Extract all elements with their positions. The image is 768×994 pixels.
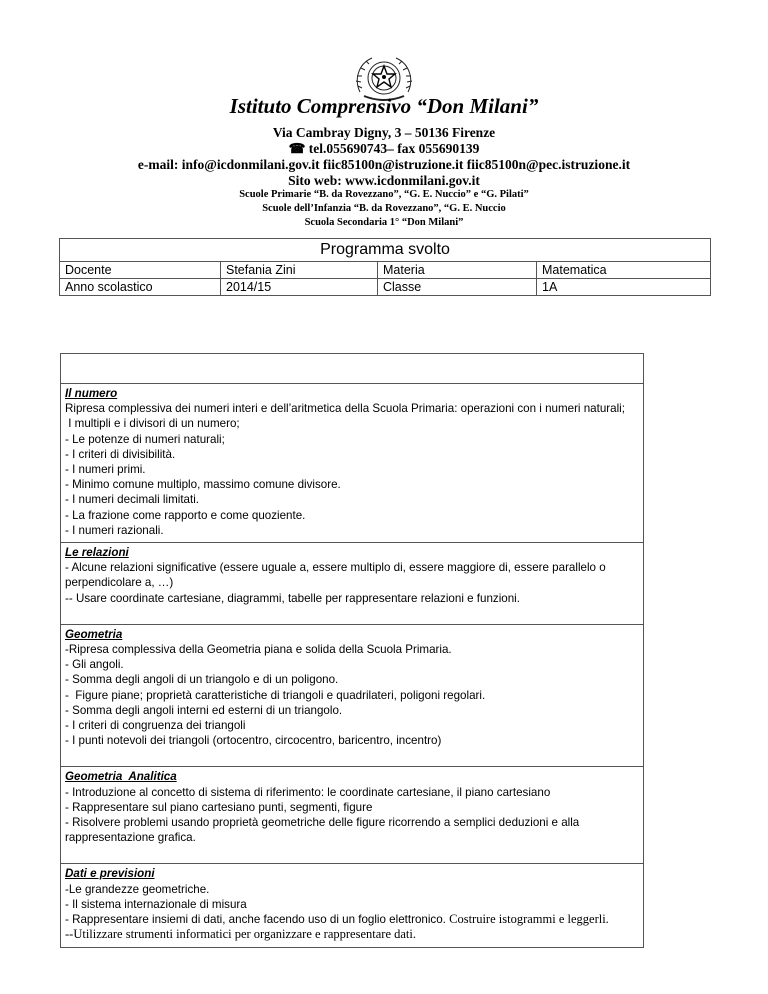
teacher-label: Docente	[60, 262, 221, 279]
table-row	[60, 262, 711, 279]
list-item: - Le potenze di numeri naturali;	[65, 432, 225, 446]
school-year-label: Anno scolastico	[60, 279, 221, 296]
class-value: 1A	[537, 279, 711, 296]
section-title: Geometria	[65, 627, 123, 641]
section-title: Le relazioni	[65, 546, 129, 560]
section-title: Geometria Analitica	[65, 770, 177, 784]
program-content-box	[60, 353, 644, 948]
school-phone: ☎ tel.055690743– fax 055690139	[288, 141, 480, 156]
list-item: - Introduzione al concetto di sistema di riferimento: le coordinate cartesiane, il piano cartesiano	[65, 785, 551, 799]
list-item: - Rappresentare sul piano cartesiano punti, segmenti, figure	[65, 800, 373, 814]
list-item: -Le grandezze geometriche.	[65, 882, 210, 896]
table-row	[60, 279, 711, 296]
school-emails: e-mail: info@icdonmilani.gov.it fiic85100n@istruzione.it fiic85100n@pec.istruzione.it	[137, 157, 631, 172]
subject-label: Materia	[378, 262, 537, 279]
schools-line: Scuola Secondaria 1° “Don Milani”	[304, 217, 464, 228]
teacher-value: Stefania Zini	[221, 262, 378, 279]
list-item: - I criteri di congruenza dei triangoli	[65, 719, 246, 733]
list-item-text: - Rappresentare insiemi di dati, anche facendo uso di un foglio elettronico.	[65, 913, 450, 927]
list-item: - Risolvere problemi usando proprietà geometriche delle figure ricorrendo a semplici deduzioni e alla rappresentazione grafica.	[65, 816, 580, 845]
list-item: - Somma degli angoli di un triangolo e di un poligono.	[65, 673, 339, 687]
section-geometria-analitica	[61, 767, 643, 864]
list-item: - La frazione come rapporto e come quoziente.	[65, 508, 306, 522]
section-numero	[61, 384, 643, 543]
section-title: Il numero	[65, 387, 118, 400]
institute-name: Istituto Comprensivo “Don Milani”	[229, 94, 539, 118]
list-item: - I numeri decimali limitati.	[65, 493, 200, 507]
list-item: -- Usare coordinate cartesiane, diagrammi, tabelle per rappresentare relazioni e funzioni.	[65, 591, 520, 605]
empty-header-row	[61, 354, 643, 384]
list-item: I multipli e i divisori di un numero;	[65, 417, 240, 431]
school-year-value: 2014/15	[221, 279, 378, 296]
list-item: - Gli angoli.	[65, 658, 124, 672]
list-item: - I criteri di divisibilità.	[65, 447, 176, 461]
list-item: - Alcune relazioni significative (essere uguale a, essere multiplo di, essere maggiore di, essere parallelo o perpendicolare a, …)	[65, 561, 606, 590]
list-item: --Utilizzare strumenti informatici per organizzare e rappresentare dati.	[65, 927, 416, 942]
schools-line: Scuole dell’Infanzia “B. da Rovezzano”, “G. E. Nuccio	[262, 203, 506, 214]
list-item: - Minimo comune multiplo, massimo comune divisore.	[65, 478, 341, 492]
list-item: -Ripresa complessiva della Geometria piana e solida della Scuola Primaria.	[65, 643, 452, 657]
section-dati-previsioni	[61, 864, 643, 946]
program-title: Programma svolto	[60, 239, 711, 262]
section-geometria	[61, 625, 643, 768]
class-label: Classe	[378, 279, 537, 296]
list-item: - Il sistema internazionale di misura	[65, 897, 247, 911]
school-address: Via Cambray Digny, 3 – 50136 Firenze	[272, 125, 496, 140]
section-relazioni	[61, 543, 643, 625]
subject-value: Matematica	[537, 262, 711, 279]
list-item: - I numeri razionali.	[65, 523, 164, 537]
list-item: - Figure piane; proprietà caratteristiche di triangoli e quadrilateri, poligoni regolari.	[65, 688, 486, 702]
schools-line: Scuole Primarie “B. da Rovezzano”, “G. E. Nuccio” e “G. Pilati”	[239, 189, 529, 200]
list-item: Ripresa complessiva dei numeri interi e dell’aritmetica della Scuola Primaria: operazioni con i numeri naturali;	[65, 402, 625, 416]
list-item-mixed	[65, 912, 639, 927]
list-item: - I punti notevoli dei triangoli (ortocentro, circocentro, baricentro, incentro)	[65, 734, 442, 748]
list-item-text: Costruire istogrammi e leggerli.	[449, 912, 609, 927]
list-item: - Somma degli angoli interni ed esterni di un triangolo.	[65, 703, 343, 717]
program-info-table	[59, 238, 711, 296]
school-website: Sito web: www.icdonmilani.gov.it	[288, 173, 480, 188]
section-title: Dati e previsioni	[65, 867, 155, 881]
list-item: - I numeri primi.	[65, 463, 146, 477]
